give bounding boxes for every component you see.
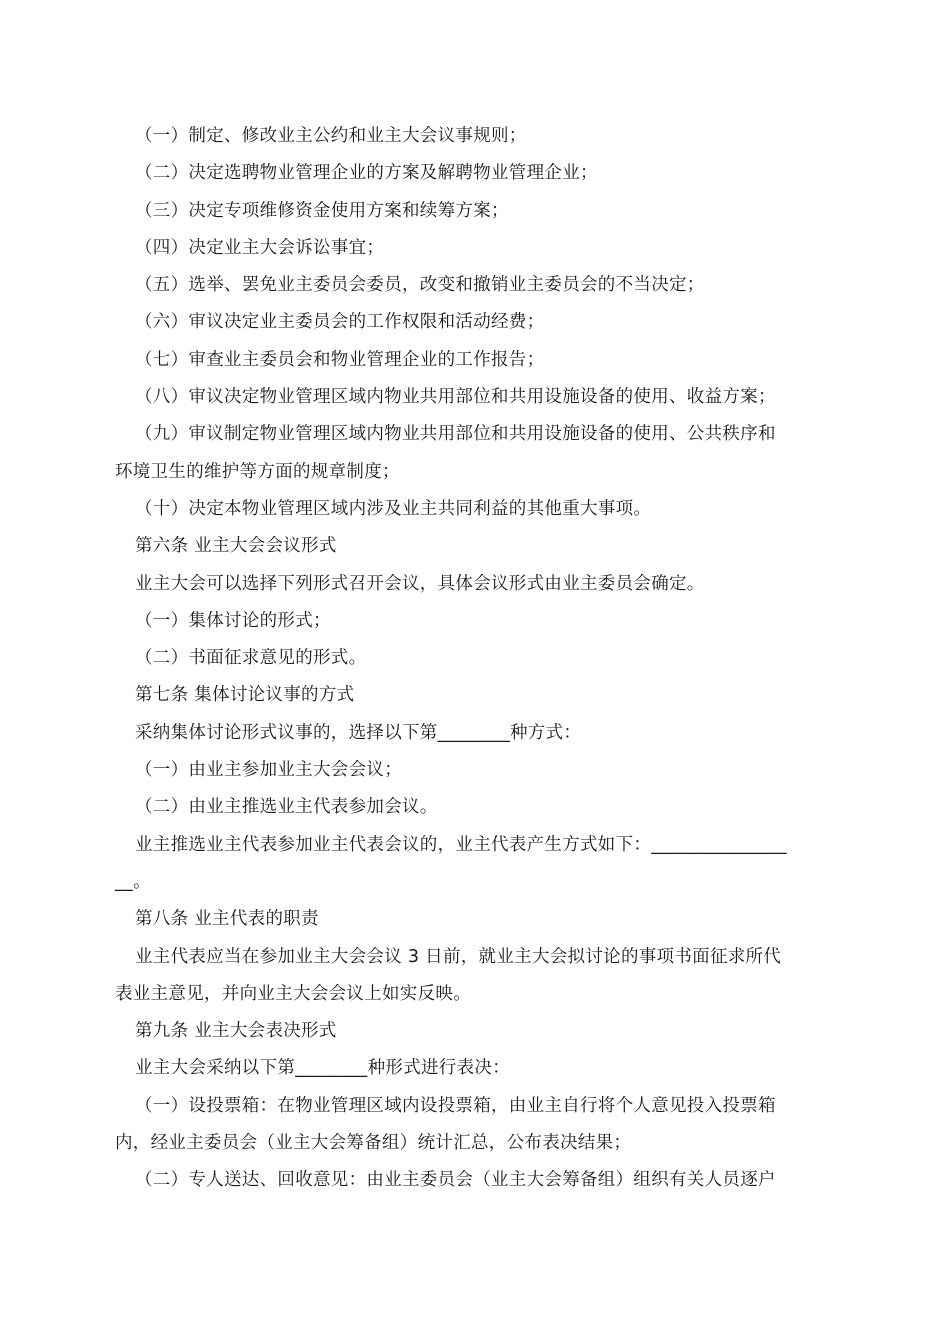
paragraph-line-continued: __。 xyxy=(115,871,151,892)
paragraph-line-continued: 表业主意见，并向业主大会会议上如实反映。 xyxy=(115,983,471,1004)
paragraph-line: （三）决定专项维修资金使用方案和续筹方案； xyxy=(135,200,509,221)
paragraph-line: 业主大会可以选择下列形式召开会议，具体会议形式由业主委员会确定。 xyxy=(135,573,705,594)
paragraph-line: 业主代表应当在参加业主大会会议 3 日前，就业主大会拟讨论的事项书面征求所代 xyxy=(135,946,782,967)
paragraph-line: （一）制定、修改业主公约和业主大会议事规则； xyxy=(135,126,527,146)
article-heading: 第九条 业主大会表决形式 xyxy=(135,1021,337,1042)
paragraph-line: （四）决定业主大会诉讼事宜； xyxy=(135,237,385,258)
paragraph-line: （二）决定选聘物业管理企业的方案及解聘物业管理企业； xyxy=(135,163,598,184)
paragraph-line: （二）由业主推选业主代表参加会议。 xyxy=(135,797,438,818)
paragraph-line: （六）审议决定业主委员会的工作权限和活动经费； xyxy=(135,312,545,333)
paragraph-line: 业主大会采纳以下第________种形式进行表决： xyxy=(135,1058,510,1079)
paragraph-line: （一）集体讨论的形式； xyxy=(135,610,331,631)
paragraph-line: （二）书面征求意见的形式。 xyxy=(135,648,367,669)
paragraph-line: （十）决定本物业管理区域内涉及业主共同利益的其他重大事项。 xyxy=(135,498,652,519)
paragraph-line-continued: 内，经业主委员会（业主大会筹备组）统计汇总，公布表决结果； xyxy=(115,1133,632,1154)
paragraph-line: （一）由业主参加业主大会会议； xyxy=(135,760,402,781)
paragraph-line: 采纳集体讨论形式议事的，选择以下第________种方式： xyxy=(135,722,582,743)
article-heading: 第八条 业主代表的职责 xyxy=(135,909,319,930)
paragraph-line: （七）审查业主委员会和物业管理企业的工作报告； xyxy=(135,349,545,370)
document-body xyxy=(115,118,840,1200)
paragraph-line: （二）专人送达、回收意见：由业主委员会（业主大会筹备组）组织有关人员逐户 xyxy=(135,1170,776,1191)
paragraph-line: （一）设投票箱：在物业管理区域内设投票箱，由业主自行将个人意见投入投票箱 xyxy=(135,1095,776,1116)
paragraph-line: （八）审议决定物业管理区域内物业共用部位和共用设施设备的使用、收益方案； xyxy=(135,387,776,408)
article-heading: 第六条 业主大会会议形式 xyxy=(135,536,337,557)
paragraph-line-continued: 环境卫生的维护等方面的规章制度； xyxy=(115,461,400,482)
article-heading: 第七条 集体讨论议事的方式 xyxy=(135,685,355,706)
paragraph-line: 业主推选业主代表参加业主代表会议的，业主代表产生方式如下：_______________ xyxy=(135,834,787,855)
paragraph-line: （五）选举、罢免业主委员会委员，改变和撤销业主委员会的不当决定； xyxy=(135,275,705,296)
paragraph-line: （九）审议制定物业管理区域内物业共用部位和共用设施设备的使用、公共秩序和 xyxy=(135,424,776,445)
